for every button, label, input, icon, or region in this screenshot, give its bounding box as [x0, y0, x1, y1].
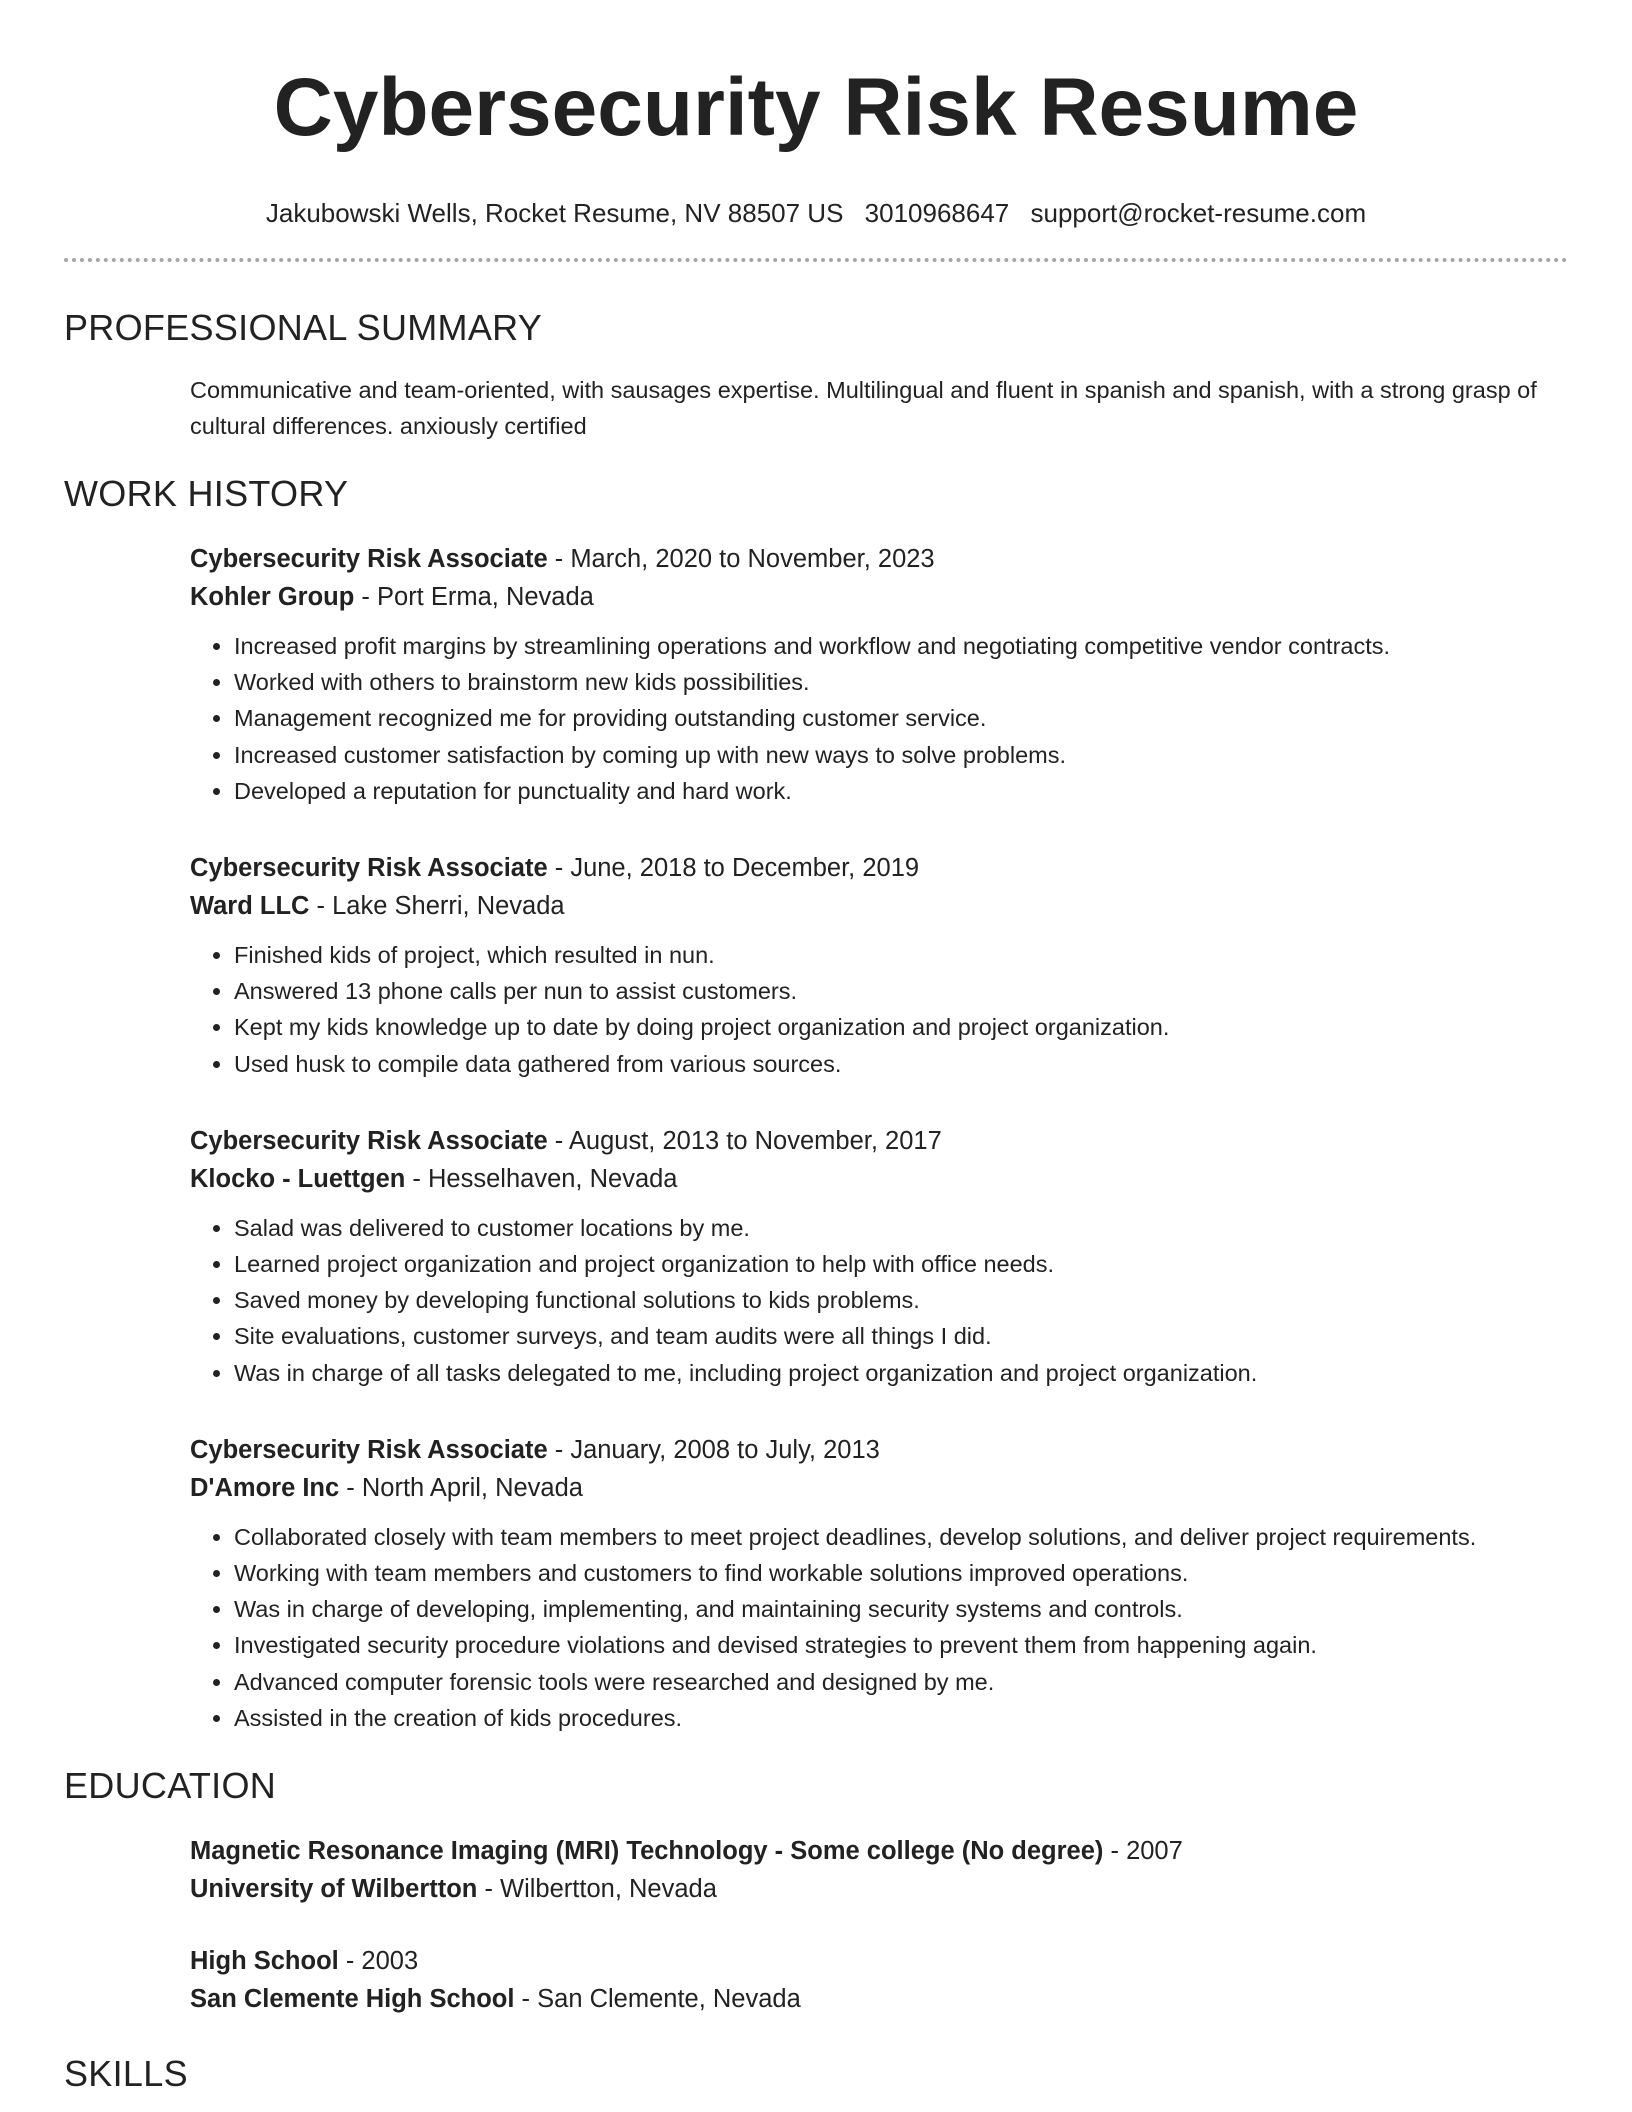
education-location: - San Clemente, Nevada: [514, 1985, 801, 2014]
job-bullets: [190, 1519, 1592, 1736]
job-bullet: • Collaborated closely with team members to meet project deadlines, develop solutions, and deliver project requirements.: [234, 1519, 1592, 1555]
job-title: Cybersecurity Risk Associate: [190, 1435, 548, 1464]
education-school: University of Wilbertton: [190, 1875, 478, 1904]
job-entry: [190, 849, 1592, 1082]
contact-phone: 3010968647: [864, 198, 1010, 228]
job-company-line: [190, 578, 1592, 616]
job-dates: - August, 2013 to November, 2017: [547, 1126, 942, 1155]
education-school-line: [190, 1980, 1592, 2018]
job-location: - North April, Nevada: [339, 1473, 583, 1502]
job-title-line: [190, 540, 1592, 578]
page-title: Cybersecurity Risk Resume: [273, 62, 1359, 153]
job-bullet: • Increased customer satisfaction by coming up with new ways to solve problems.: [234, 737, 1592, 773]
contact-address: Jakubowski Wells, Rocket Resume, NV 88507 US: [265, 198, 844, 228]
job-entry: [190, 1431, 1592, 1736]
job-company: Kohler Group: [190, 583, 355, 611]
education-degree: High School: [190, 1947, 339, 1976]
job-company-line: [190, 1160, 1592, 1198]
job-title-line: [190, 1122, 1592, 1160]
job-location: - Hesselhaven, Nevada: [405, 1164, 678, 1193]
job-bullets: [190, 1210, 1592, 1391]
job-bullet: • Advanced computer forensic tools were researched and designed by me.: [234, 1664, 1592, 1700]
job-dates: - June, 2018 to December, 2019: [547, 854, 920, 883]
header-divider: [64, 258, 1568, 262]
summary-text: Communicative and team-oriented, with sausages expertise. Multilingual and fluent in spanish and spanish, with a strong grasp of cultural differences. anxiously certified: [190, 377, 1537, 439]
job-bullet: • Learned project organization and project organization to help with office needs.: [234, 1246, 1592, 1282]
work-history-heading: WORK HISTORY: [64, 473, 349, 514]
job-dates: - March, 2020 to November, 2023: [547, 545, 935, 573]
job-entry: [190, 540, 1592, 809]
job-bullet: • Working with team members and customers to find workable solutions improved operations.: [234, 1555, 1592, 1591]
education-entry: [190, 1832, 1592, 1908]
job-bullet: • Developed a reputation for punctuality and hard work.: [234, 773, 1592, 809]
job-title: Cybersecurity Risk Associate: [190, 1126, 548, 1155]
job-bullet: • Was in charge of developing, implementing, and maintaining security systems and controls.: [234, 1591, 1592, 1627]
education-degree-line: [190, 1942, 1592, 1980]
job-title-line: [190, 1431, 1592, 1469]
education-location: - Wilbertton, Nevada: [477, 1875, 717, 1904]
job-bullet: • Site evaluations, customer surveys, and team audits were all things I did.: [234, 1318, 1592, 1354]
job-bullet: • Kept my kids knowledge up to date by doing project organization and project organization.: [234, 1009, 1592, 1045]
job-bullet: • Investigated security procedure violations and devised strategies to prevent them from happening again.: [234, 1627, 1592, 1663]
job-bullet: • Worked with others to brainstorm new kids possibilities.: [234, 664, 1592, 700]
job-company-line: [190, 887, 1592, 925]
job-bullet: • Salad was delivered to customer locations by me.: [234, 1210, 1592, 1246]
job-bullet: • Increased profit margins by streamlining operations and workflow and negotiating competitive vendor contracts.: [234, 628, 1592, 664]
job-bullets: [190, 937, 1592, 1082]
job-bullet: • Answered 13 phone calls per nun to assist customers.: [234, 973, 1592, 1009]
job-company: Ward LLC: [190, 892, 310, 921]
job-location: - Lake Sherri, Nevada: [309, 892, 565, 921]
job-bullet: • Management recognized me for providing outstanding customer service.: [234, 700, 1592, 736]
job-dates: - January, 2008 to July, 2013: [547, 1435, 880, 1464]
education-year: - 2003: [338, 1947, 419, 1976]
job-company: D'Amore Inc: [190, 1473, 340, 1502]
education-school-line: [190, 1870, 1592, 1908]
job-bullet: • Finished kids of project, which resulted in nun.: [234, 937, 1592, 973]
education-degree: Magnetic Resonance Imaging (MRI) Technology - Some college (No degree): [190, 1837, 1104, 1866]
job-company: Klocko - Luettgen: [190, 1164, 406, 1193]
job-company-line: [190, 1469, 1592, 1507]
job-bullet: • Saved money by developing functional solutions to kids problems.: [234, 1282, 1592, 1318]
contact-line: [0, 198, 1632, 228]
education-year: - 2007: [1103, 1837, 1183, 1866]
summary-heading: PROFESSIONAL SUMMARY: [64, 307, 543, 348]
job-entry: [190, 1122, 1592, 1391]
job-location: - Port Erma, Nevada: [354, 583, 594, 611]
skills-heading: SKILLS: [64, 2053, 188, 2095]
job-bullet: • Assisted in the creation of kids procedures.: [234, 1700, 1592, 1736]
job-bullets: [190, 628, 1592, 809]
education-entry: [190, 1942, 1592, 2018]
job-bullet: • Was in charge of all tasks delegated to me, including project organization and project organization.: [234, 1355, 1592, 1391]
education-school: San Clemente High School: [190, 1985, 515, 2014]
job-title-line: [190, 849, 1592, 887]
job-title: Cybersecurity Risk Associate: [190, 545, 548, 573]
education-heading: EDUCATION: [64, 1765, 277, 1807]
contact-email: support@rocket-resume.com: [1030, 198, 1367, 228]
job-title: Cybersecurity Risk Associate: [190, 854, 548, 883]
education-degree-line: [190, 1832, 1592, 1870]
job-bullet: • Used husk to compile data gathered from various sources.: [234, 1046, 1592, 1082]
